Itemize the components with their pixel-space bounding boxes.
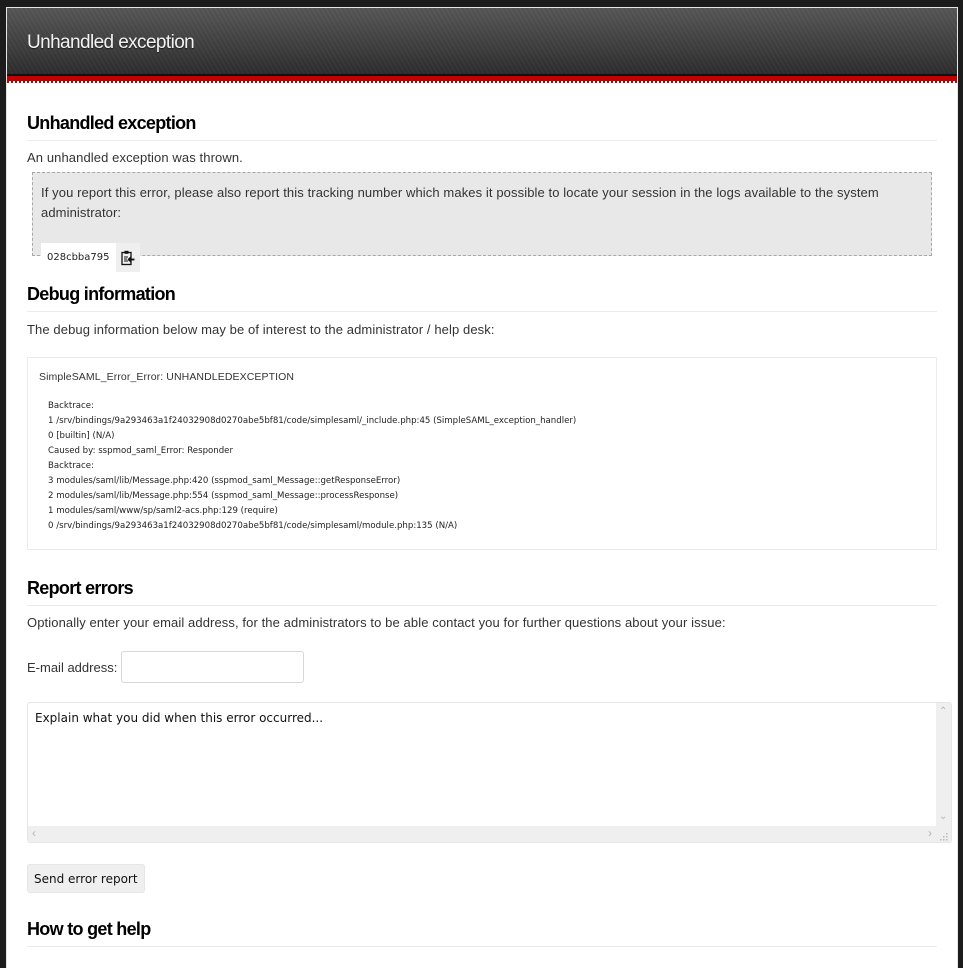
trace-line: 1 modules/saml/www/sp/saml2-acs.php:129 (require) [48,506,278,516]
tracking-box [32,172,932,263]
debug-error-title: SimpleSAML_Error_Error: UNHANDLEDEXCEPTION [39,371,295,383]
copy-tracking-button[interactable] [116,243,140,272]
page-header [7,8,957,76]
resize-grip-icon [936,826,951,842]
description-textarea-container [27,702,952,843]
vertical-scrollbar[interactable] [936,703,951,826]
debug-intro: The debug information below may be of interest to the administrator / help desk: [27,322,495,337]
clipboard-copy-icon [121,250,135,266]
tracking-row [41,243,923,272]
scroll-down-icon[interactable]: ⌄ [939,811,948,822]
debug-box [27,357,937,550]
resize-handle[interactable] [936,826,951,842]
trace-line: 2 modules/saml/lib/Message.php:554 (sspmod_saml_Message::processResponse) [48,491,399,501]
exception-message: An unhandled exception was thrown. [27,150,243,165]
email-label: E-mail address: [27,659,118,675]
header-dotted-divider [7,81,957,83]
header-title: Unhandled exception [27,32,195,53]
send-error-report-button[interactable]: Send error report [27,864,145,893]
horizontal-scrollbar[interactable] [28,826,936,842]
report-intro: Optionally enter your email address, for the administrators to be able contact you for further questions about your issue: [27,615,726,630]
tracking-number[interactable]: 028cbba795 [41,243,116,272]
report-heading: Report errors [27,578,937,606]
page-frame [6,7,958,968]
scroll-left-icon[interactable]: ‹ [32,826,36,840]
scroll-up-icon[interactable]: ⌃ [939,706,948,717]
tracking-note: If you report this error, please also report this tracking number which makes it possible to locate your session in the logs available to the system administrator: [41,185,879,220]
scroll-right-icon[interactable]: › [928,826,932,840]
debug-backtrace [48,399,925,534]
trace-line: Caused by: sspmod_saml_Error: Responder [48,446,234,456]
trace-line: 0 /srv/bindings/9a293463a1f24032908d0270abe5bf81/code/simplesaml/module.php:135 (N/A) [48,521,458,531]
description-textarea[interactable] [28,703,937,826]
exception-heading: Unhandled exception [27,113,937,141]
email-input[interactable] [121,651,304,683]
main-content [7,113,957,947]
trace-line: 3 modules/saml/lib/Message.php:420 (sspmod_saml_Message::getResponseError) [48,476,401,486]
debug-heading: Debug information [27,284,937,312]
trace-line: Backtrace: [48,401,94,411]
trace-line: 0 [builtin] (N/A) [48,431,115,441]
trace-line: Backtrace: [48,461,94,471]
trace-line: 1 /srv/bindings/9a293463a1f24032908d0270abe5bf81/code/simplesaml/_include.php:45 (SimpleSAML_exception_handler) [48,416,577,426]
email-row [27,651,937,683]
help-heading: How to get help [27,919,937,947]
